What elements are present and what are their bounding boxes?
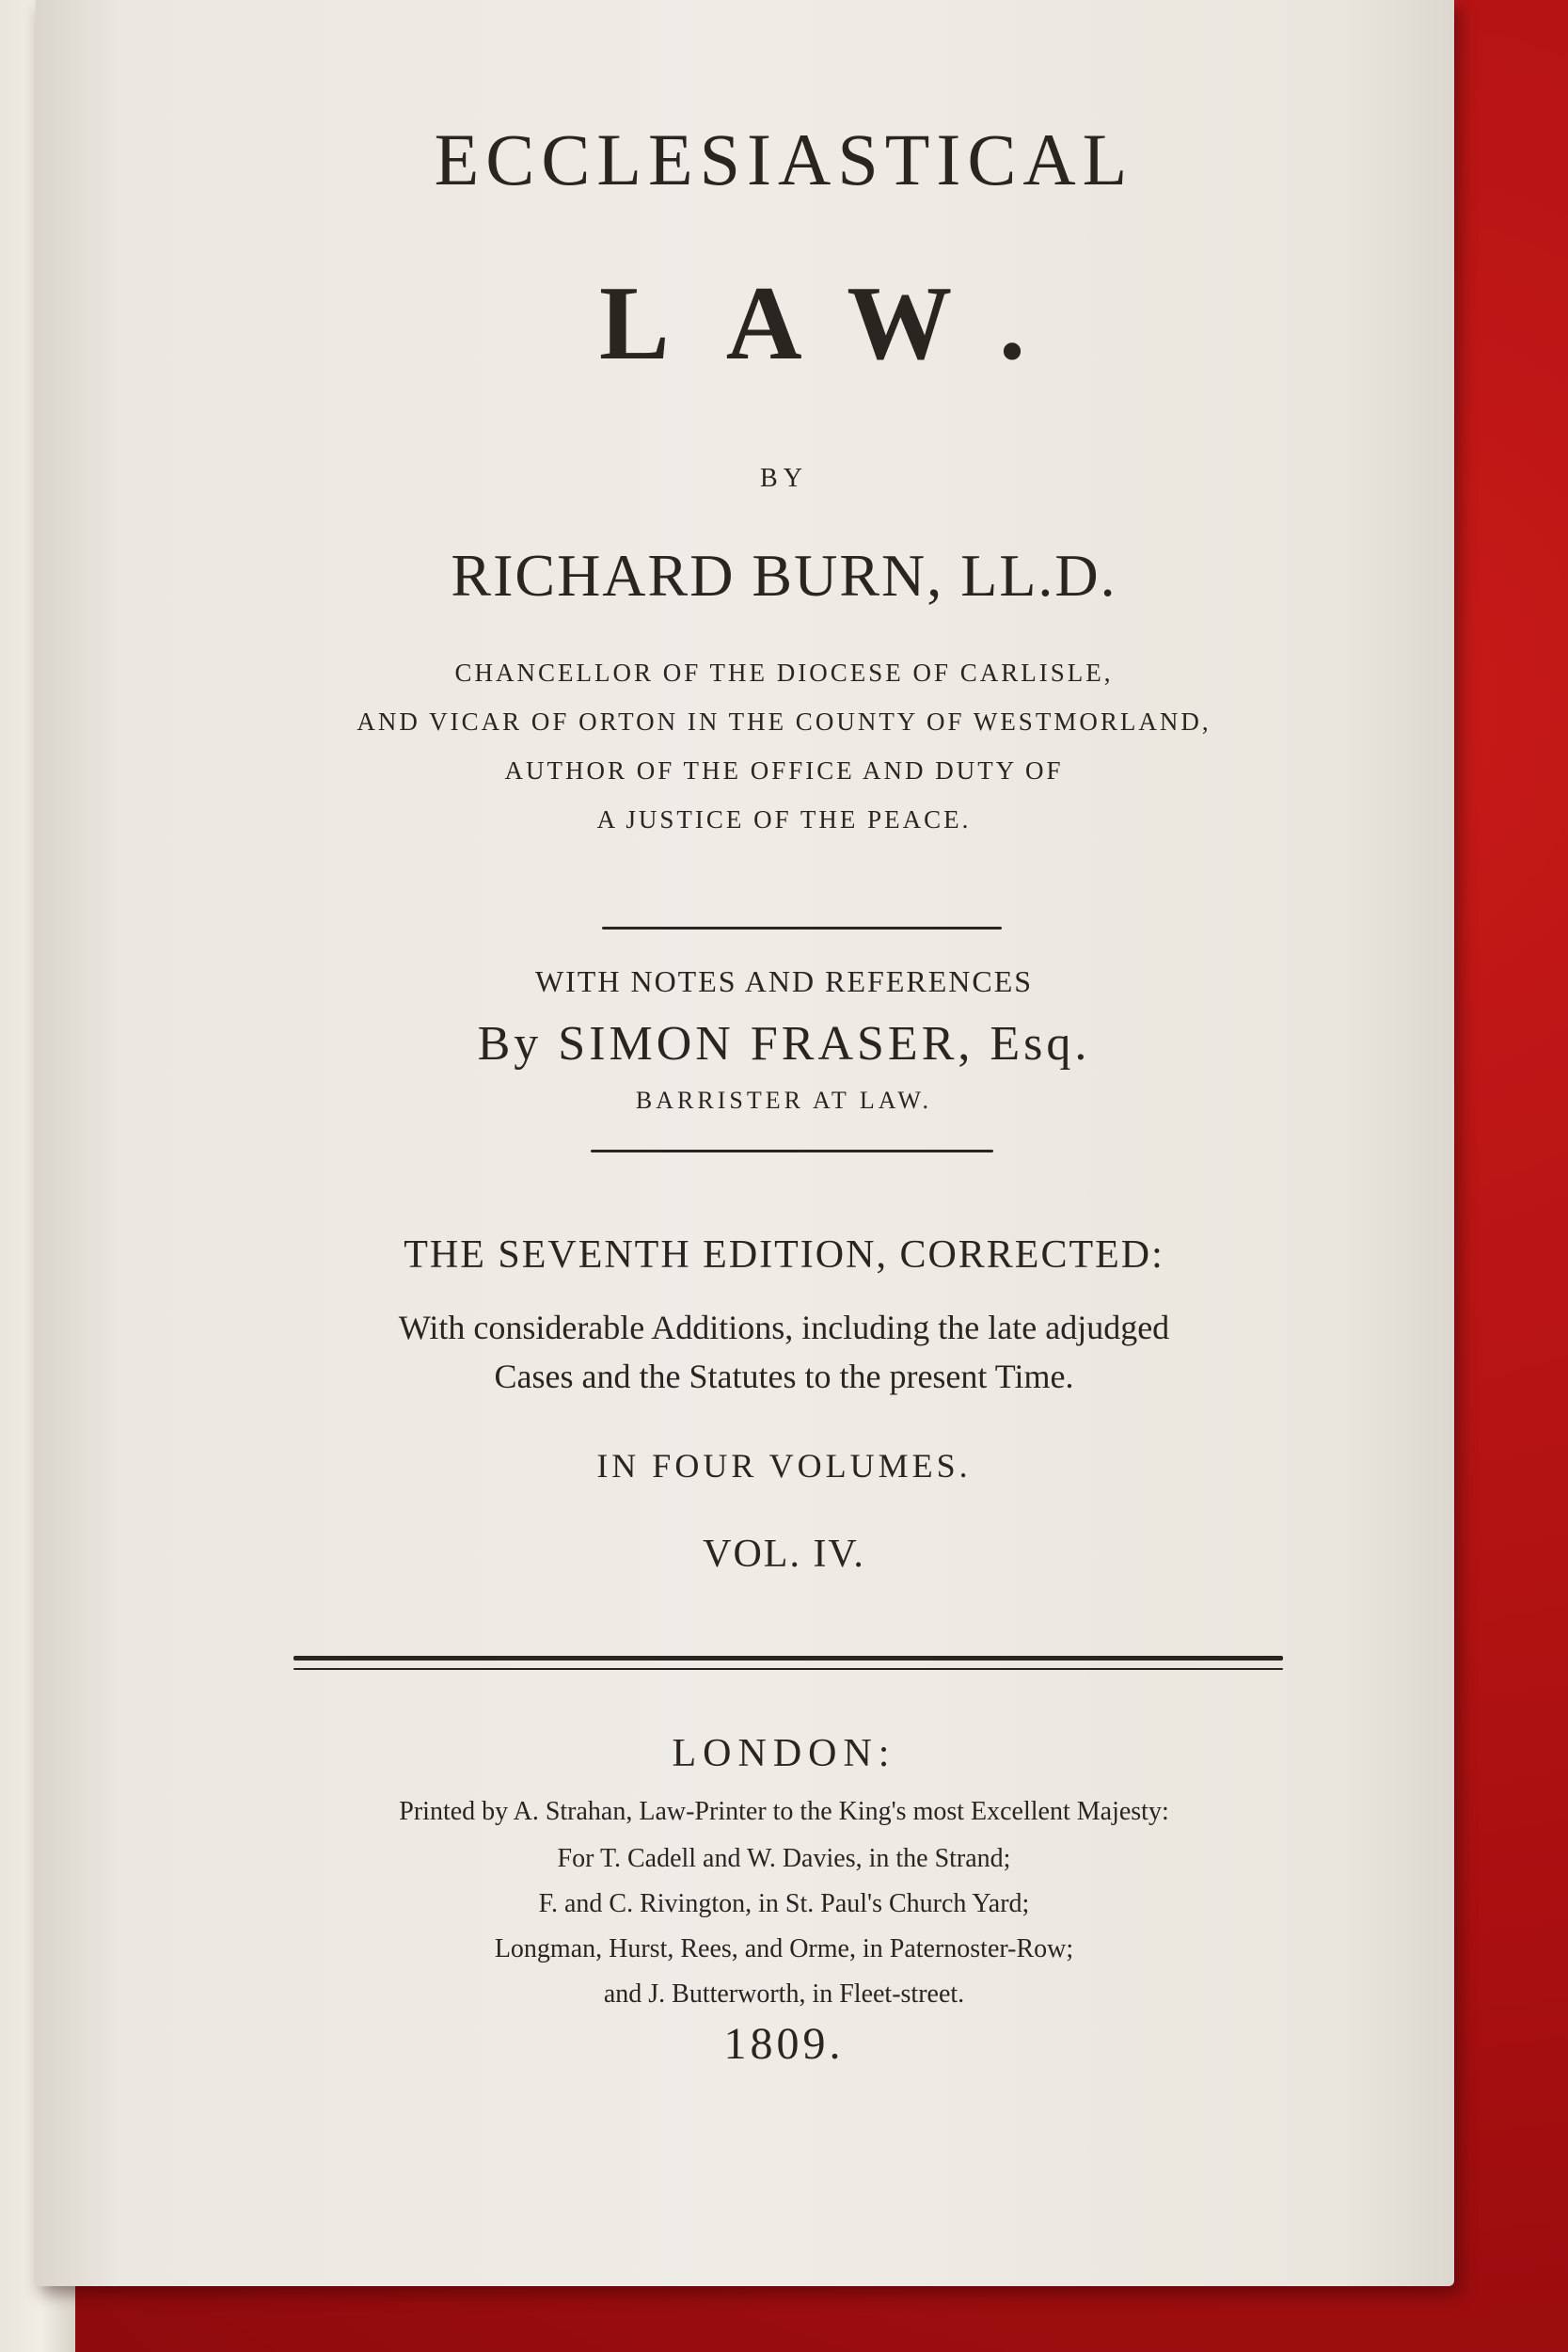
author-name: RICHARD BURN, LL.D. <box>451 542 1117 609</box>
double-rule-bottom <box>293 1668 1283 1670</box>
imprint-year: 1809. <box>723 2019 845 2069</box>
divider-rule <box>591 1150 993 1152</box>
imprint-city: LONDON: <box>672 1732 896 1775</box>
title-line-1: ECCLESIASTICAL <box>434 119 1134 200</box>
divider-rule <box>602 927 1002 930</box>
title-line-2: LAW. <box>599 265 1082 382</box>
author-credential: AND VICAR OF ORTON IN THE COUNTY OF WESTMORLAND, <box>356 707 1212 736</box>
editor-name: By SIMON FRASER, Esq. <box>477 1017 1091 1071</box>
author-credential: CHANCELLOR OF THE DIOCESE OF CARLISLE, <box>454 659 1114 687</box>
imprint-line: For T. Cadell and W. Davies, in the Strand; <box>557 1844 1011 1873</box>
imprint-line: F. and C. Rivington, in St. Paul's Church Yard; <box>538 1889 1030 1918</box>
imprint-line: Longman, Hurst, Rees, and Orme, in Paternoster-Row; <box>494 1934 1074 1963</box>
author-credential: AUTHOR OF THE OFFICE AND DUTY OF <box>504 756 1064 785</box>
imprint-line: and J. Butterworth, in Fleet-street. <box>603 1979 965 2009</box>
double-rule-top <box>293 1656 1283 1661</box>
imprint-line: Printed by A. Strahan, Law-Printer to the King's most Excellent Majesty: <box>399 1797 1169 1826</box>
volume-count: IN FOUR VOLUMES. <box>596 1447 972 1485</box>
editor-title: BARRISTER AT LAW. <box>635 1087 933 1114</box>
cases-line: Cases and the Statutes to the present Time. <box>494 1358 1074 1395</box>
edition-statement: THE SEVENTH EDITION, CORRECTED: <box>404 1233 1164 1277</box>
notes-line: WITH NOTES AND REFERENCES <box>534 964 1034 998</box>
volume-number: VOL. IV. <box>703 1533 865 1576</box>
author-credential: A JUSTICE OF THE PEACE. <box>596 805 972 834</box>
byline: BY <box>760 464 808 493</box>
additions-line: With considerable Additions, including the late adjudged <box>398 1309 1170 1346</box>
